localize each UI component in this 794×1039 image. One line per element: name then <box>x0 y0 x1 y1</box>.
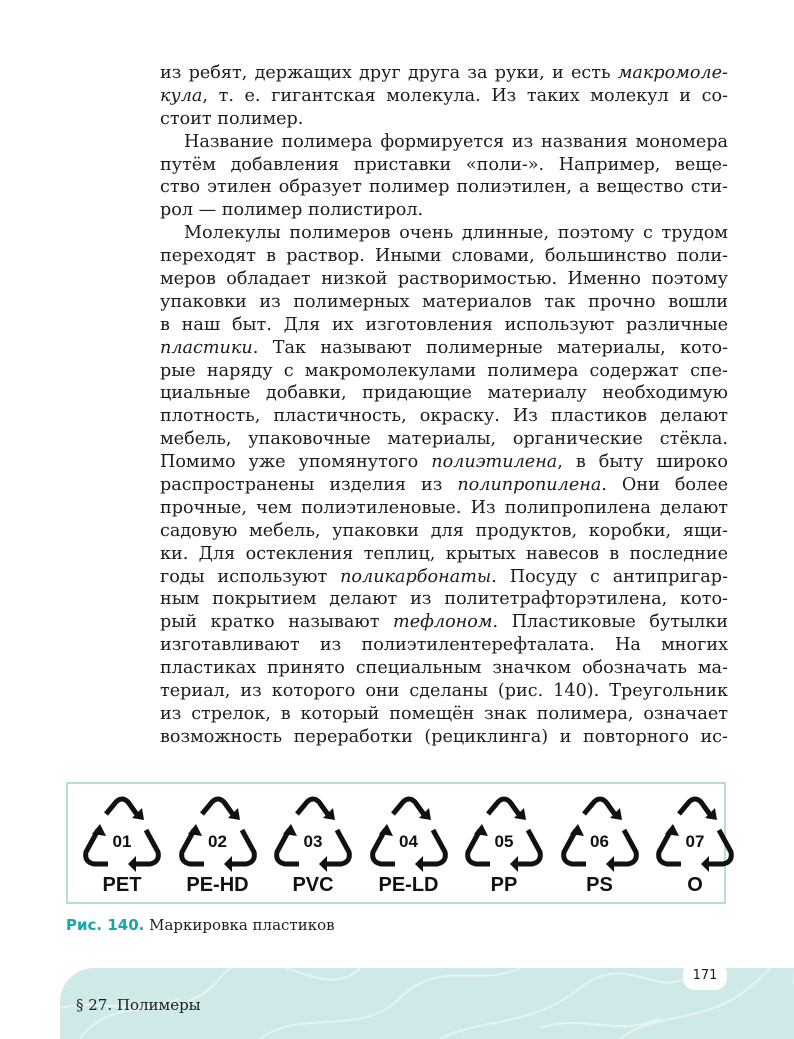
text-line <box>160 85 728 108</box>
figure-caption-ref: Рис. 140. <box>66 916 145 934</box>
recycling-code: 04 <box>399 832 418 851</box>
text-run: , в быту широко <box>557 452 728 473</box>
text-run: в наш быт. Для их изготовления используют различные <box>160 314 728 335</box>
body-text <box>160 62 728 749</box>
text-run: рые наряду с макромолекулами полимера содержат спе- <box>160 360 728 381</box>
text-line <box>160 588 728 611</box>
text-run: меров обладает низкой растворимостью. Именно поэтому <box>160 269 728 290</box>
italic-term: полипропилена <box>457 475 602 496</box>
text-run: ным покрытием делают из политетрафторэтилена, кото- <box>160 589 728 610</box>
text-run: циальные добавки, придающие материалу необходимую <box>160 383 728 404</box>
text-line <box>160 566 728 589</box>
text-run: ство этилен образует полимер полиэтилен, а вещество сти- <box>160 177 728 198</box>
text-run: распространены изделия из <box>160 475 458 496</box>
text-line <box>160 657 728 680</box>
text-run: садовую мебель, упаковки для продуктов, коробки, ящи- <box>160 520 728 541</box>
text-run: переходят в раствор. Иными словами, большинство поли- <box>160 246 728 267</box>
text-line <box>160 474 728 497</box>
text-line <box>160 314 728 337</box>
recycling-label: PET <box>102 874 142 896</box>
text-line <box>160 154 728 177</box>
text-line <box>160 726 728 749</box>
text-run: . Пластиковые бутылки <box>492 612 728 633</box>
text-run: ки. Для остекления теплиц, крытых навесов в последние <box>160 543 728 564</box>
text-run: рый кратко называют <box>160 612 394 633</box>
text-run: Помимо уже упомянутого <box>160 452 432 473</box>
italic-term: пластики <box>160 337 253 358</box>
recycling-label: PE-HD <box>186 874 249 896</box>
italic-term: кула <box>160 85 203 106</box>
text-run: . Так называют полимерные материалы, кото- <box>252 337 728 358</box>
text-run: изготавливают из полиэтилентерефталата. На многих <box>160 635 728 656</box>
italic-term: поликарбонаты <box>340 566 492 587</box>
recycling-label: PE-LD <box>378 874 439 896</box>
recycling-label: PP <box>490 874 518 896</box>
text-run: из ребят, держащих друг друга за руки, и есть <box>160 63 618 83</box>
text-line <box>160 222 728 245</box>
italic-term: тефлоном <box>393 612 493 633</box>
text-run: . Посуду с антипригар- <box>491 566 728 587</box>
text-run: мебель, упаковочные материалы, органические стёкла. <box>160 429 728 450</box>
recycling-label: PVC <box>292 874 334 896</box>
page-number: 171 <box>683 962 727 990</box>
text-line <box>160 199 728 222</box>
text-line <box>160 428 728 451</box>
recycling-code: 01 <box>112 832 132 851</box>
plastic-markings-figure <box>66 782 726 904</box>
text-line <box>160 337 728 360</box>
text-run: пластиках принято специальным значком обозначать ма- <box>160 658 728 679</box>
text-line <box>160 611 728 634</box>
text-run: плотность, пластичность, окраску. Из пластиков делают <box>160 406 728 427</box>
text-run: Название полимера формируется из названия мономера <box>184 131 728 152</box>
text-run: годы используют <box>160 566 341 587</box>
text-line <box>160 703 728 726</box>
recycling-code: 07 <box>685 832 705 851</box>
text-run: териал, из которого они сделаны (рис. 140). Треугольник <box>160 681 728 702</box>
text-line <box>160 360 728 383</box>
italic-term: полиэтилена <box>431 452 558 473</box>
text-line <box>160 520 728 543</box>
italic-term: макромоле- <box>617 63 728 83</box>
text-line <box>160 108 728 131</box>
recycling-symbol <box>363 794 455 902</box>
text-line <box>160 451 728 474</box>
text-line <box>160 291 728 314</box>
text-line <box>160 62 728 85</box>
text-run: путём добавления приставки «поли-». Например, веще- <box>160 154 728 175</box>
text-line <box>160 382 728 405</box>
text-line <box>160 405 728 428</box>
recycling-label: PS <box>586 874 613 896</box>
recycling-symbol <box>76 794 168 902</box>
text-run: , т. е. гигантская молекула. Из таких молекул и со- <box>202 85 728 106</box>
text-run: прочные, чем полиэтиленовые. Из полипропилена делают <box>160 497 728 518</box>
figure-caption-text: Маркировка пластиков <box>144 916 335 934</box>
text-run: стоит полимер. <box>160 108 304 129</box>
text-line <box>160 543 728 566</box>
figure-caption <box>66 916 335 934</box>
recycling-symbol <box>267 794 359 902</box>
text-line <box>160 176 728 199</box>
recycling-symbol <box>172 794 264 902</box>
recycling-symbol <box>458 794 550 902</box>
text-run: из стрелок, в который помещён знак полимера, означает <box>160 703 728 724</box>
section-title: § 27. Полимеры <box>76 996 201 1014</box>
recycling-code: 06 <box>590 832 609 851</box>
text-line <box>160 131 728 154</box>
text-line <box>160 268 728 291</box>
text-line <box>160 680 728 703</box>
recycling-code: 05 <box>494 832 514 851</box>
text-run: упаковки из полимерных материалов так прочно вошли <box>160 291 728 312</box>
text-run: . Они более <box>601 475 729 496</box>
text-run: Молекулы полимеров очень длинные, поэтому с трудом <box>184 223 728 244</box>
recycling-symbol <box>554 794 646 902</box>
text-line <box>160 245 728 268</box>
text-line <box>160 634 728 657</box>
recycling-label: O <box>687 874 703 896</box>
text-run: рол — полимер полистирол. <box>160 200 424 221</box>
recycling-symbol <box>649 794 741 902</box>
recycling-code: 03 <box>303 832 323 851</box>
text-line <box>160 497 728 520</box>
recycling-code: 02 <box>208 832 227 851</box>
text-run: возможность переработки (рециклинга) и повторного ис- <box>160 726 728 747</box>
